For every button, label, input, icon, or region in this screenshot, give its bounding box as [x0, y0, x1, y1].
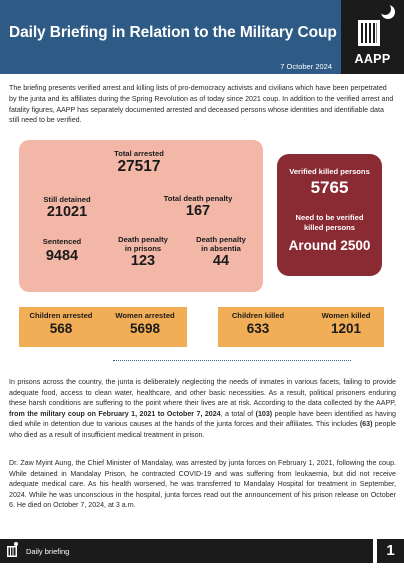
arrest-stats-panel [19, 140, 263, 292]
section-divider [113, 360, 351, 361]
aapp-logo [341, 0, 404, 74]
killed-stats-panel [277, 154, 382, 276]
page-number: 1 [377, 539, 404, 563]
stat-women-killed: Women killed 1201 [321, 311, 371, 336]
to-verify-label-line1: Need to be verified [295, 213, 364, 222]
footer-logo-icon [4, 541, 20, 560]
stat-still-detained: Still detained 21021 [43, 195, 91, 220]
case-paragraph: Dr. Zaw Myint Aung, the Chief Minister of Mandalay, was arrested by junta forces on February 1, 2021, following the coup. While detained in Mandalay Prison, he contracted COVID-19 and was suffering from leukaemia, but did not receive adequate medical care. As his health worsened, he was transferred to Mandalay Hospital for treatment in September, 2024. While he was unconscious in the hospital, junta forces read out the announcement of his prison release on October 6. He died on October 7, 2024, at 3 a.m. [9, 459, 396, 510]
footer-label: Daily briefing [26, 547, 70, 556]
stat-children-killed: Children killed 633 [231, 311, 285, 336]
verified-killed-label: Verified killed persons [289, 167, 370, 176]
stat-total-death-penalty: Total death penalty 167 [163, 194, 233, 219]
verified-killed-value: 5765 [310, 178, 349, 197]
to-verify-label-line2: killed persons [303, 223, 356, 232]
prison-bars-icon [341, 0, 404, 50]
stat-death-penalty-absentia: Death penalty in absentia 44 [196, 235, 246, 269]
to-verify-value: Around 2500 [288, 238, 371, 253]
intro-paragraph: The briefing presents verified arrest and killing lists of pro-democracy activists and civilians which have been perpetrated by the junta and its affiliates during the Spring Revolution as of today since 2021 coup. In addition to the verified arrest and fatality figures, AAPP has separately documented arrested and deceased persons whose identities and identifiable data still need to be verified. [9, 84, 394, 125]
logo-text: AAPP [354, 52, 391, 66]
killed-box [218, 307, 384, 347]
stat-sentenced: Sentenced 9484 [42, 237, 82, 264]
page-title: Daily Briefing in Relation to the Military Coup [9, 24, 337, 41]
arrested-box [19, 307, 187, 347]
stat-total-arrested: Total arrested 27517 [114, 149, 164, 175]
footer-bar [0, 539, 373, 563]
stat-death-penalty-prisons: Death penalty in prisons 123 [118, 235, 168, 269]
prison-conditions-paragraph: In prisons across the country, the junta is deliberately neglecting the needs of inmates in various facets, failing to provide adequate food, access to clean water, healthcare, and other basic necessities. As a result, political prisoners enduring these harsh conditions are suffering to the point where their lives are at risk. According to the data collected by the AAPP, from the military coup on February 1, 2021 to October 7, 2024, a total of (103) people have been identified as having died while in detention due to various causes at the hands of the junta forces and their affiliates. This includes (63) people who died as a result of insufficient medical treatment in prison. [9, 378, 396, 439]
stat-women-arrested: Women arrested 5698 [115, 311, 175, 336]
stat-children-arrested: Children arrested 568 [29, 311, 93, 336]
briefing-date: 7 October 2024 [280, 62, 332, 71]
